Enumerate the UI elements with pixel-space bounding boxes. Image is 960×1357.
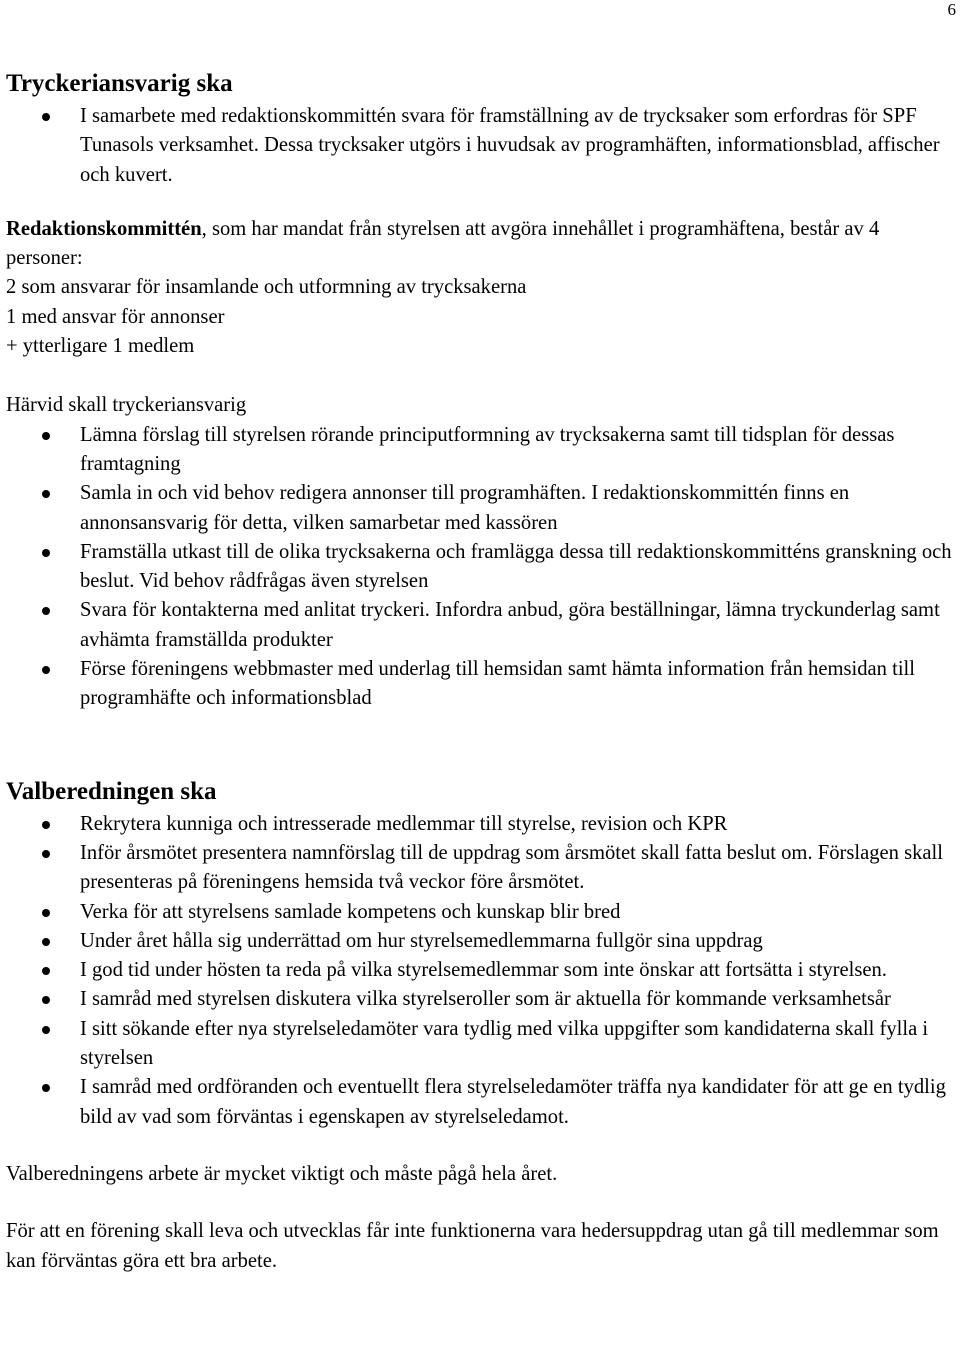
redaktion-line: 1 med ansvar för annonser bbox=[6, 305, 225, 328]
valberedning-section bbox=[6, 774, 956, 1276]
valberedning-heading: Valberedningen ska bbox=[6, 777, 217, 805]
closing-paragraph: För att en förening skall leva och utvecklas får inte funktionerna vara hedersuppdrag utan gå till medlemmar som kan förväntas göra ett bra arbete. bbox=[6, 1220, 939, 1272]
list-item: I samråd med ordföranden och eventuellt flera styrelseledamöter träffa nya kandidater för att ge en tydlig bild av vad som förväntas i egenskapen av styrelseledamot. bbox=[6, 1073, 956, 1132]
harvid-intro: Härvid skall tryckeriansvarig bbox=[6, 394, 247, 417]
page-number: 6 bbox=[947, 0, 956, 19]
redaktion-line: + ytterligare 1 medlem bbox=[6, 335, 195, 358]
list-item: I sitt sökande efter nya styrelseledamöter vara tydlig med vilka uppgifter som kandidaterna skall fylla i styrelsen bbox=[6, 1015, 956, 1074]
list-item: Förse föreningens webbmaster med underlag till hemsidan samt hämta information från hemsidan till programhäfte och informationsblad bbox=[6, 655, 956, 714]
list-item: Framställa utkast till de olika trycksakerna och framlägga dessa till redaktionskommitténs granskning och beslut. Vid behov rådfrågas även styrelsen bbox=[6, 538, 956, 597]
redaktion-paragraph bbox=[6, 215, 956, 361]
harvid-list bbox=[6, 421, 956, 714]
harvid-section bbox=[6, 391, 956, 713]
list-item: I samarbete med redaktionskommittén svara för framställning av de trycksaker som erfordras för SPF Tunasols verksamhet. Dessa trycksaker utgörs i huvudsak av programhäften, informationsblad, affischer och kuvert. bbox=[6, 102, 956, 190]
list-item: Under året hålla sig underrättad om hur styrelsemedlemmarna fullgör sina uppdrag bbox=[6, 927, 956, 956]
redaktion-lead: Redaktionskommittén bbox=[6, 217, 202, 240]
list-item: Inför årsmötet presentera namnförslag till de uppdrag som årsmötet skall fatta beslut om. Förslagen skall presenteras på föreningens hemsida två veckor före årsmötet. bbox=[6, 839, 956, 898]
list-item: Svara för kontakterna med anlitat tryckeri. Infordra anbud, göra beställningar, lämna tryckunderlag samt avhämta framställda produkter bbox=[6, 596, 956, 655]
redaktion-line: 2 som ansvarar för insamlande och utformning av trycksakerna bbox=[6, 276, 527, 299]
list-item: Lämna förslag till styrelsen rörande principutformning av trycksakerna samt till tidsplan för dessas framtagning bbox=[6, 421, 956, 480]
list-item: I samråd med styrelsen diskutera vilka styrelseroller som är aktuella för kommande verksamhetsår bbox=[6, 985, 956, 1014]
tryckeri-list bbox=[6, 102, 956, 190]
list-item: Samla in och vid behov redigera annonser till programhäften. I redaktionskommittén finns en annonsansvarig för detta, vilken samarbetar med kassören bbox=[6, 479, 956, 538]
list-item: Rekrytera kunniga och intresserade medlemmar till styrelse, revision och KPR bbox=[6, 810, 956, 839]
list-item: Verka för att styrelsens samlade kompetens och kunskap blir bred bbox=[6, 898, 956, 927]
tryckeri-section bbox=[6, 66, 956, 190]
tryckeri-heading: Tryckeriansvarig ska bbox=[6, 70, 233, 97]
redaktion-intro: , som har mandat från styrelsen att avgöra innehållet i programhäftena, består av 4 personer: bbox=[6, 217, 880, 270]
valberedning-note: Valberedningens arbete är mycket viktigt och måste pågå hela året. bbox=[6, 1162, 558, 1185]
list-item: I god tid under hösten ta reda på vilka styrelsemedlemmar som inte önskar att fortsätta i styrelsen. bbox=[6, 956, 956, 985]
valberedning-list bbox=[6, 810, 956, 1132]
document-body bbox=[6, 66, 956, 1276]
